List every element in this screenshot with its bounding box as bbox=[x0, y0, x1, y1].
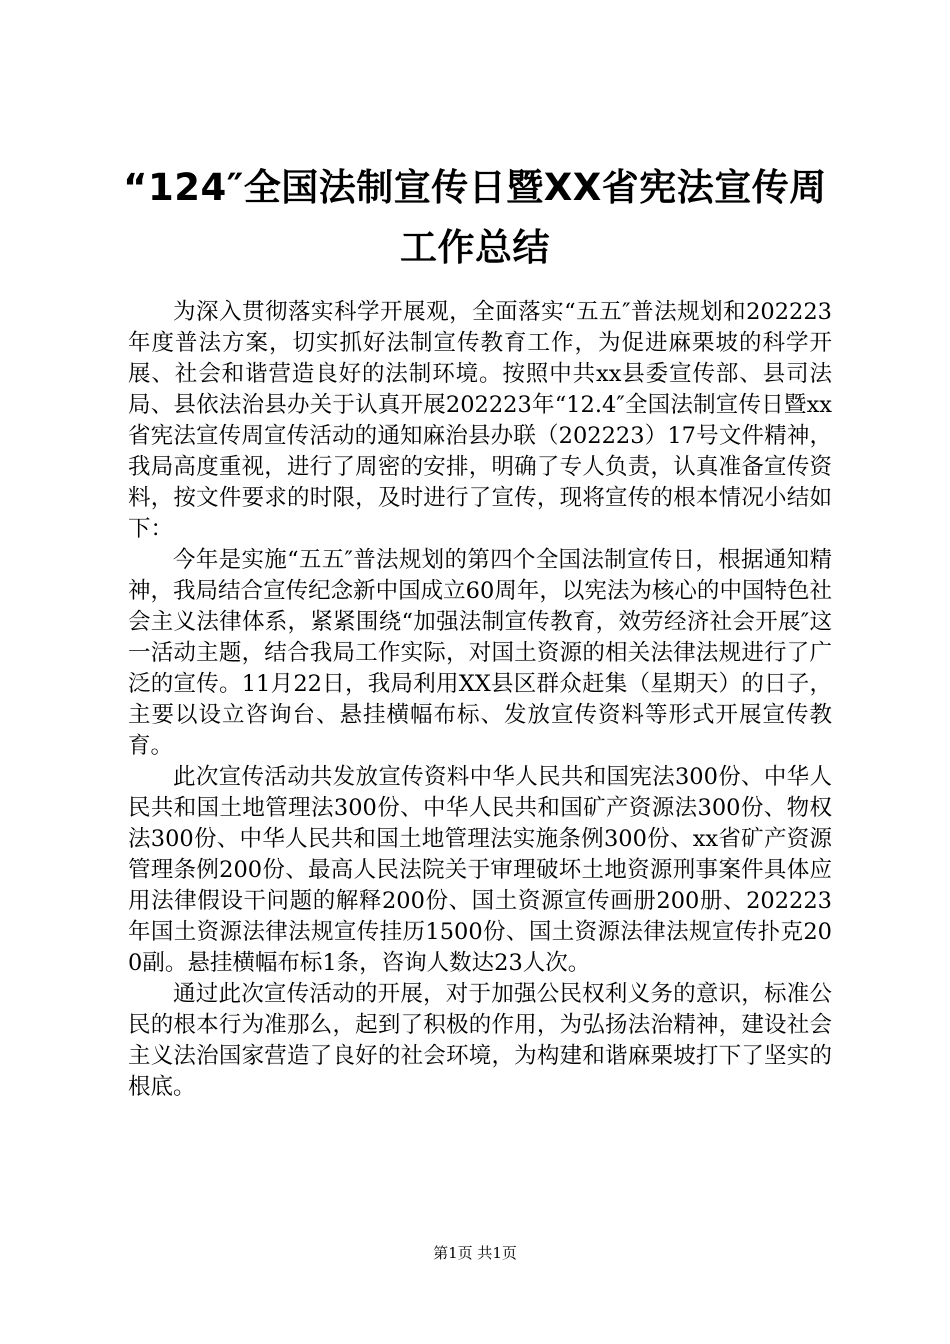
paragraph-activity: 今年是实施“五五″普法规划的第四个全国法制宣传日，根据通知精神，我局结合宣传纪念新中国成立60周年，以宪法为核心的中国特色社会主义法律体系，紧紧围绕“加强法制宣传教育，效劳经济社会开展″这一活动主题，结合我局工作实际，对国土资源的相关法律法规进行了广泛的宣传。11月22日，我局利用XX县区群众赶集（星期天）的日子，主要以设立咨询台、悬挂横幅布标、发放宣传资料等形式开展宣传教育。 bbox=[128, 547, 832, 759]
paragraph-materials: 此次宣传活动共发放宣传资料中华人民共和国宪法300份、中华人民共和国土地管理法300份、中华人民共和国矿产资源法300份、物权法300份、中华人民共和国土地管理法实施条例300份、xx省矿产资源管理条例200份、最高人民法院关于审理破坏土地资源刑事案件具体应用法律假设干问题的解释200份、国土资源宣传画册200册、202223年国土资源法律法规宣传挂历1500份、国土资源法律法规宣传扑克200副。悬挂横幅布标1条，咨询人数达23人次。 bbox=[128, 764, 832, 976]
document-body bbox=[128, 297, 832, 1103]
paragraph-conclusion: 通过此次宣传活动的开展，对于加强公民权利义务的意识，标准公民的根本行为准那么，起到了积极的作用，为弘扬法治精神，建设社会主义法治国家营造了良好的社会环境，为构建和谐麻栗坡打下了坚实的根底。 bbox=[128, 981, 832, 1100]
paragraph-intro: 为深入贯彻落实科学开展观，全面落实“五五″普法规划和202223年度普法方案，切实抓好法制宣传教育工作，为促进麻栗坡的科学开展、社会和谐营造良好的法制环境。按照中共xx县委宣传部、县司法局、县依法治县办关于认真开展202223年“12.4″全国法制宣传日暨xx省宪法宣传周宣传活动的通知麻治县办联（202223）17号文件精神，我局高度重视，进行了周密的安排，明确了专人负责，认真准备宣传资料，按文件要求的时限，及时进行了宣传，现将宣传的根本情况小结如下： bbox=[128, 299, 832, 542]
document-title: “124″全国法制宣传日暨XX省宪法宣传周工作总结 bbox=[123, 166, 827, 269]
page-footer: 第1页 共1页 bbox=[433, 1244, 517, 1262]
